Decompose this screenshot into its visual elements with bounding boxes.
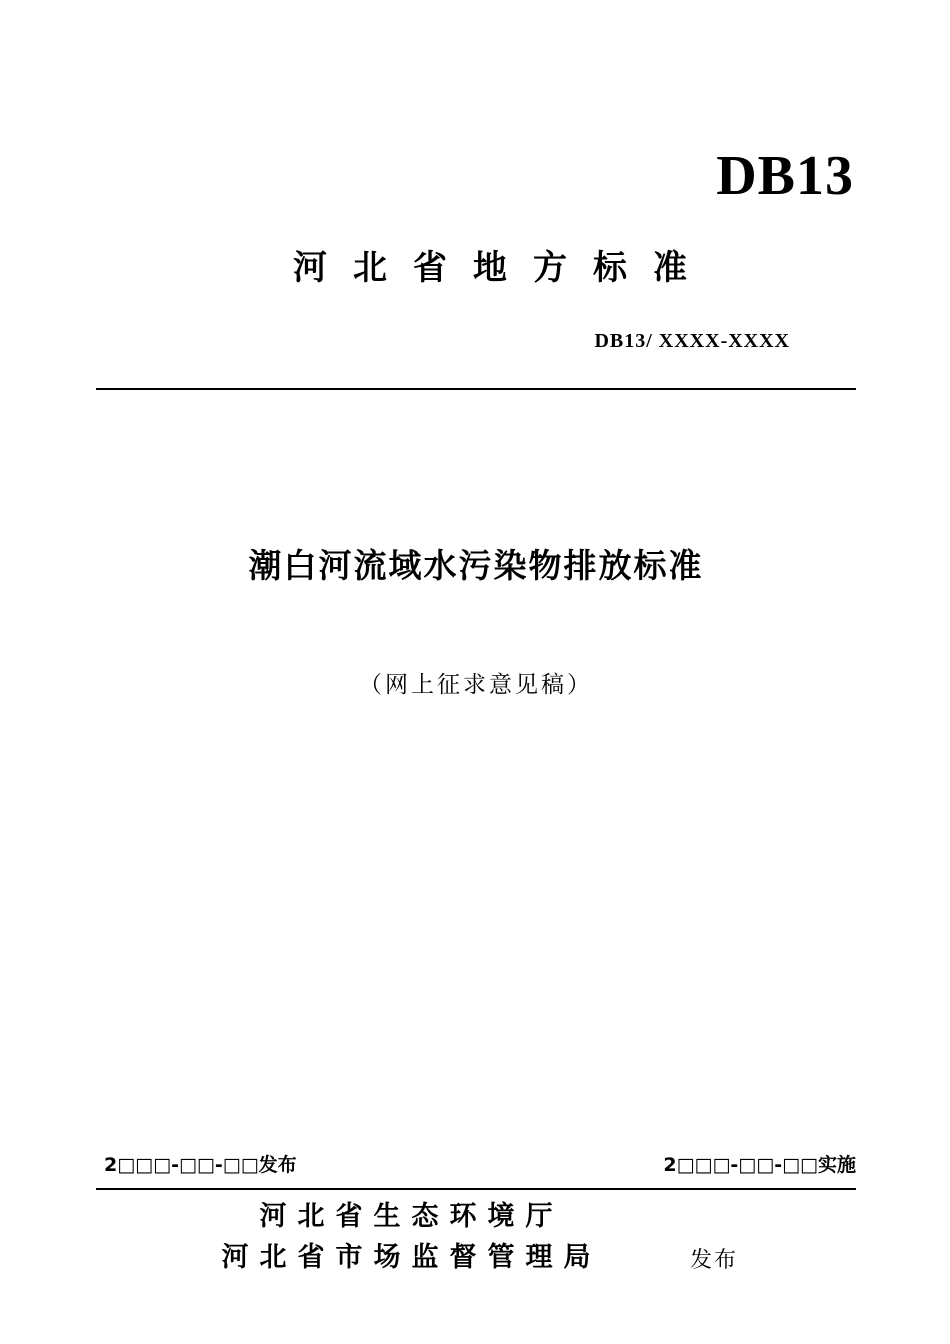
footer-divider bbox=[96, 1188, 856, 1190]
standard-number: DB13/ XXXX-XXXX bbox=[594, 330, 790, 352]
document-subtitle: （网上征求意见稿） bbox=[359, 672, 593, 698]
date-line bbox=[96, 1150, 856, 1178]
issue-date: 2□□□-□□-□□发布 bbox=[104, 1154, 297, 1176]
publisher-block bbox=[96, 1196, 716, 1278]
standard-code: DB13 bbox=[716, 145, 854, 207]
header-divider bbox=[96, 388, 856, 390]
publisher-line-1: 河北省生态环境厅 bbox=[259, 1201, 564, 1232]
publisher-line-2: 河北省市场监督管理局 bbox=[221, 1242, 602, 1274]
standard-series-title: 河北省地方标准 bbox=[293, 248, 713, 288]
implementation-date: 2□□□-□□-□□实施 bbox=[663, 1154, 856, 1176]
publish-verb: 发布 bbox=[690, 1248, 739, 1273]
document-title: 潮白河流域水污染物排放标准 bbox=[248, 546, 704, 585]
